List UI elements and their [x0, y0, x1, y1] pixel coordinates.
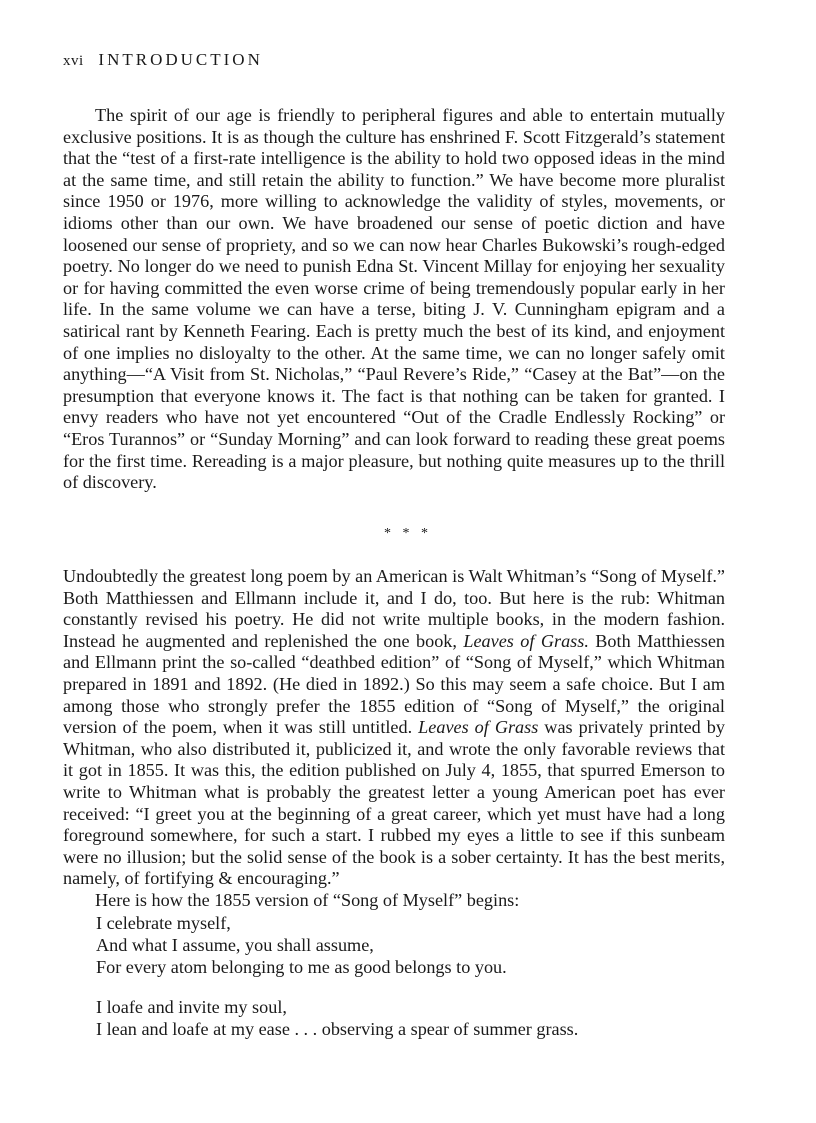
text-run: was privately printed by Whitman, who also distributed it, publicized it, and wrote the only favorable reviews that it got in 1855. It was this, the edition published on July 4, 1855, that spurred Emerson to write to Whitman what is probably the greatest letter a young American poet has ever received: “I greet you at the beginning of a great career, which yet must have had a long foreground somewhere, for such a start. I rubbed my eyes a little to see if this sunbeam were no illusion; but the solid sense of the book is a sober certainty. It has the best merits, namely, of fortifying & encouraging.” — [63, 717, 725, 889]
running-title: INTRODUCTION — [98, 50, 263, 69]
book-title: Leaves of Grass — [418, 717, 539, 738]
poem-line: And what I assume, you shall assume, — [96, 935, 374, 955]
text-run: Undoubtedly the greatest long poem by an American is Walt Whitman’s “Song of Myself.” Both Matthiessen and Ellmann include it, and I do, too. But here is the rub: Whitman constantly revised his poetry. He did not write multiple books, in the modern fashion. Instead he augmented and replenished the one book, — [63, 566, 725, 651]
intro-section-1 — [63, 105, 725, 494]
paragraph: The spirit of our age is friendly to peripheral figures and able to entertain mutually exclusive positions. It is as though the culture has enshrined F. Scott Fitzgerald’s statement that the “test of a first-rate intelligence is the ability to hold two opposed ideas in the mind at the same time, and still retain the ability to function.” We have become more pluralist since 1950 or 1976, more willing to acknowledge the validity of styles, movements, or idioms other than our own. We have broadened our sense of poetic diction and have loosened our sense of propriety, and so we can now hear Charles Bukowski’s rough-edged poetry. No longer do we need to punish Edna St. Vincent Millay for enjoying her sexuality or for having committed the even worse crime of being tremendously popular early in her life. In the same volume we can have a terse, biting J. V. Cunningham epigram and a satirical rant by Kenneth Fearing. Each is pretty much the best of its kind, and enjoyment of one implies no disloyalty to the other. At the same time, we can no longer safely omit anything—“A Visit from St. Nicholas,” “Paul Revere’s Ride,” “Casey at the Bat”—on the presumption that everyone knows it. The fact is that nothing can be taken for granted. I envy readers who have not yet encountered “Out of the Cradle Endlessly Rocking” or “Eros Turannos” or “Sunday Morning” and can look forward to reading these great poems for the first time. Rereading is a major pleasure, but nothing quite measures up to the thrill of discovery. — [63, 105, 725, 493]
book-title: Leaves of Grass. — [463, 630, 589, 651]
intro-section-2 — [63, 566, 725, 912]
section-separator: * * * — [384, 526, 432, 541]
paragraph: Here is how the 1855 version of “Song of Myself” begins: — [95, 889, 520, 910]
poem-line: I celebrate myself, — [96, 913, 231, 933]
paragraph — [63, 566, 725, 890]
poem-line: I lean and loafe at my ease . . . observing a spear of summer grass. — [96, 1019, 579, 1039]
poem-line: For every atom belonging to me as good belongs to you. — [96, 957, 507, 977]
poem-stanza-1 — [96, 912, 736, 978]
page-number: xvi — [63, 53, 84, 69]
poem-line: I loafe and invite my soul, — [96, 997, 287, 1017]
poem-stanza-2 — [96, 996, 736, 1040]
running-header — [63, 50, 263, 70]
text-run: Both Matthiessen and Ellmann print the so-called “deathbed edition” of “Song of Myself,” which Whitman prepared in 1891 and 1892. (He died in 1892.) So this may seem a safe choice. But I am among those who strongly prefer the 1855 edition of “Song of Myself,” the original version of the poem, when it was still untitled. — [63, 630, 725, 738]
